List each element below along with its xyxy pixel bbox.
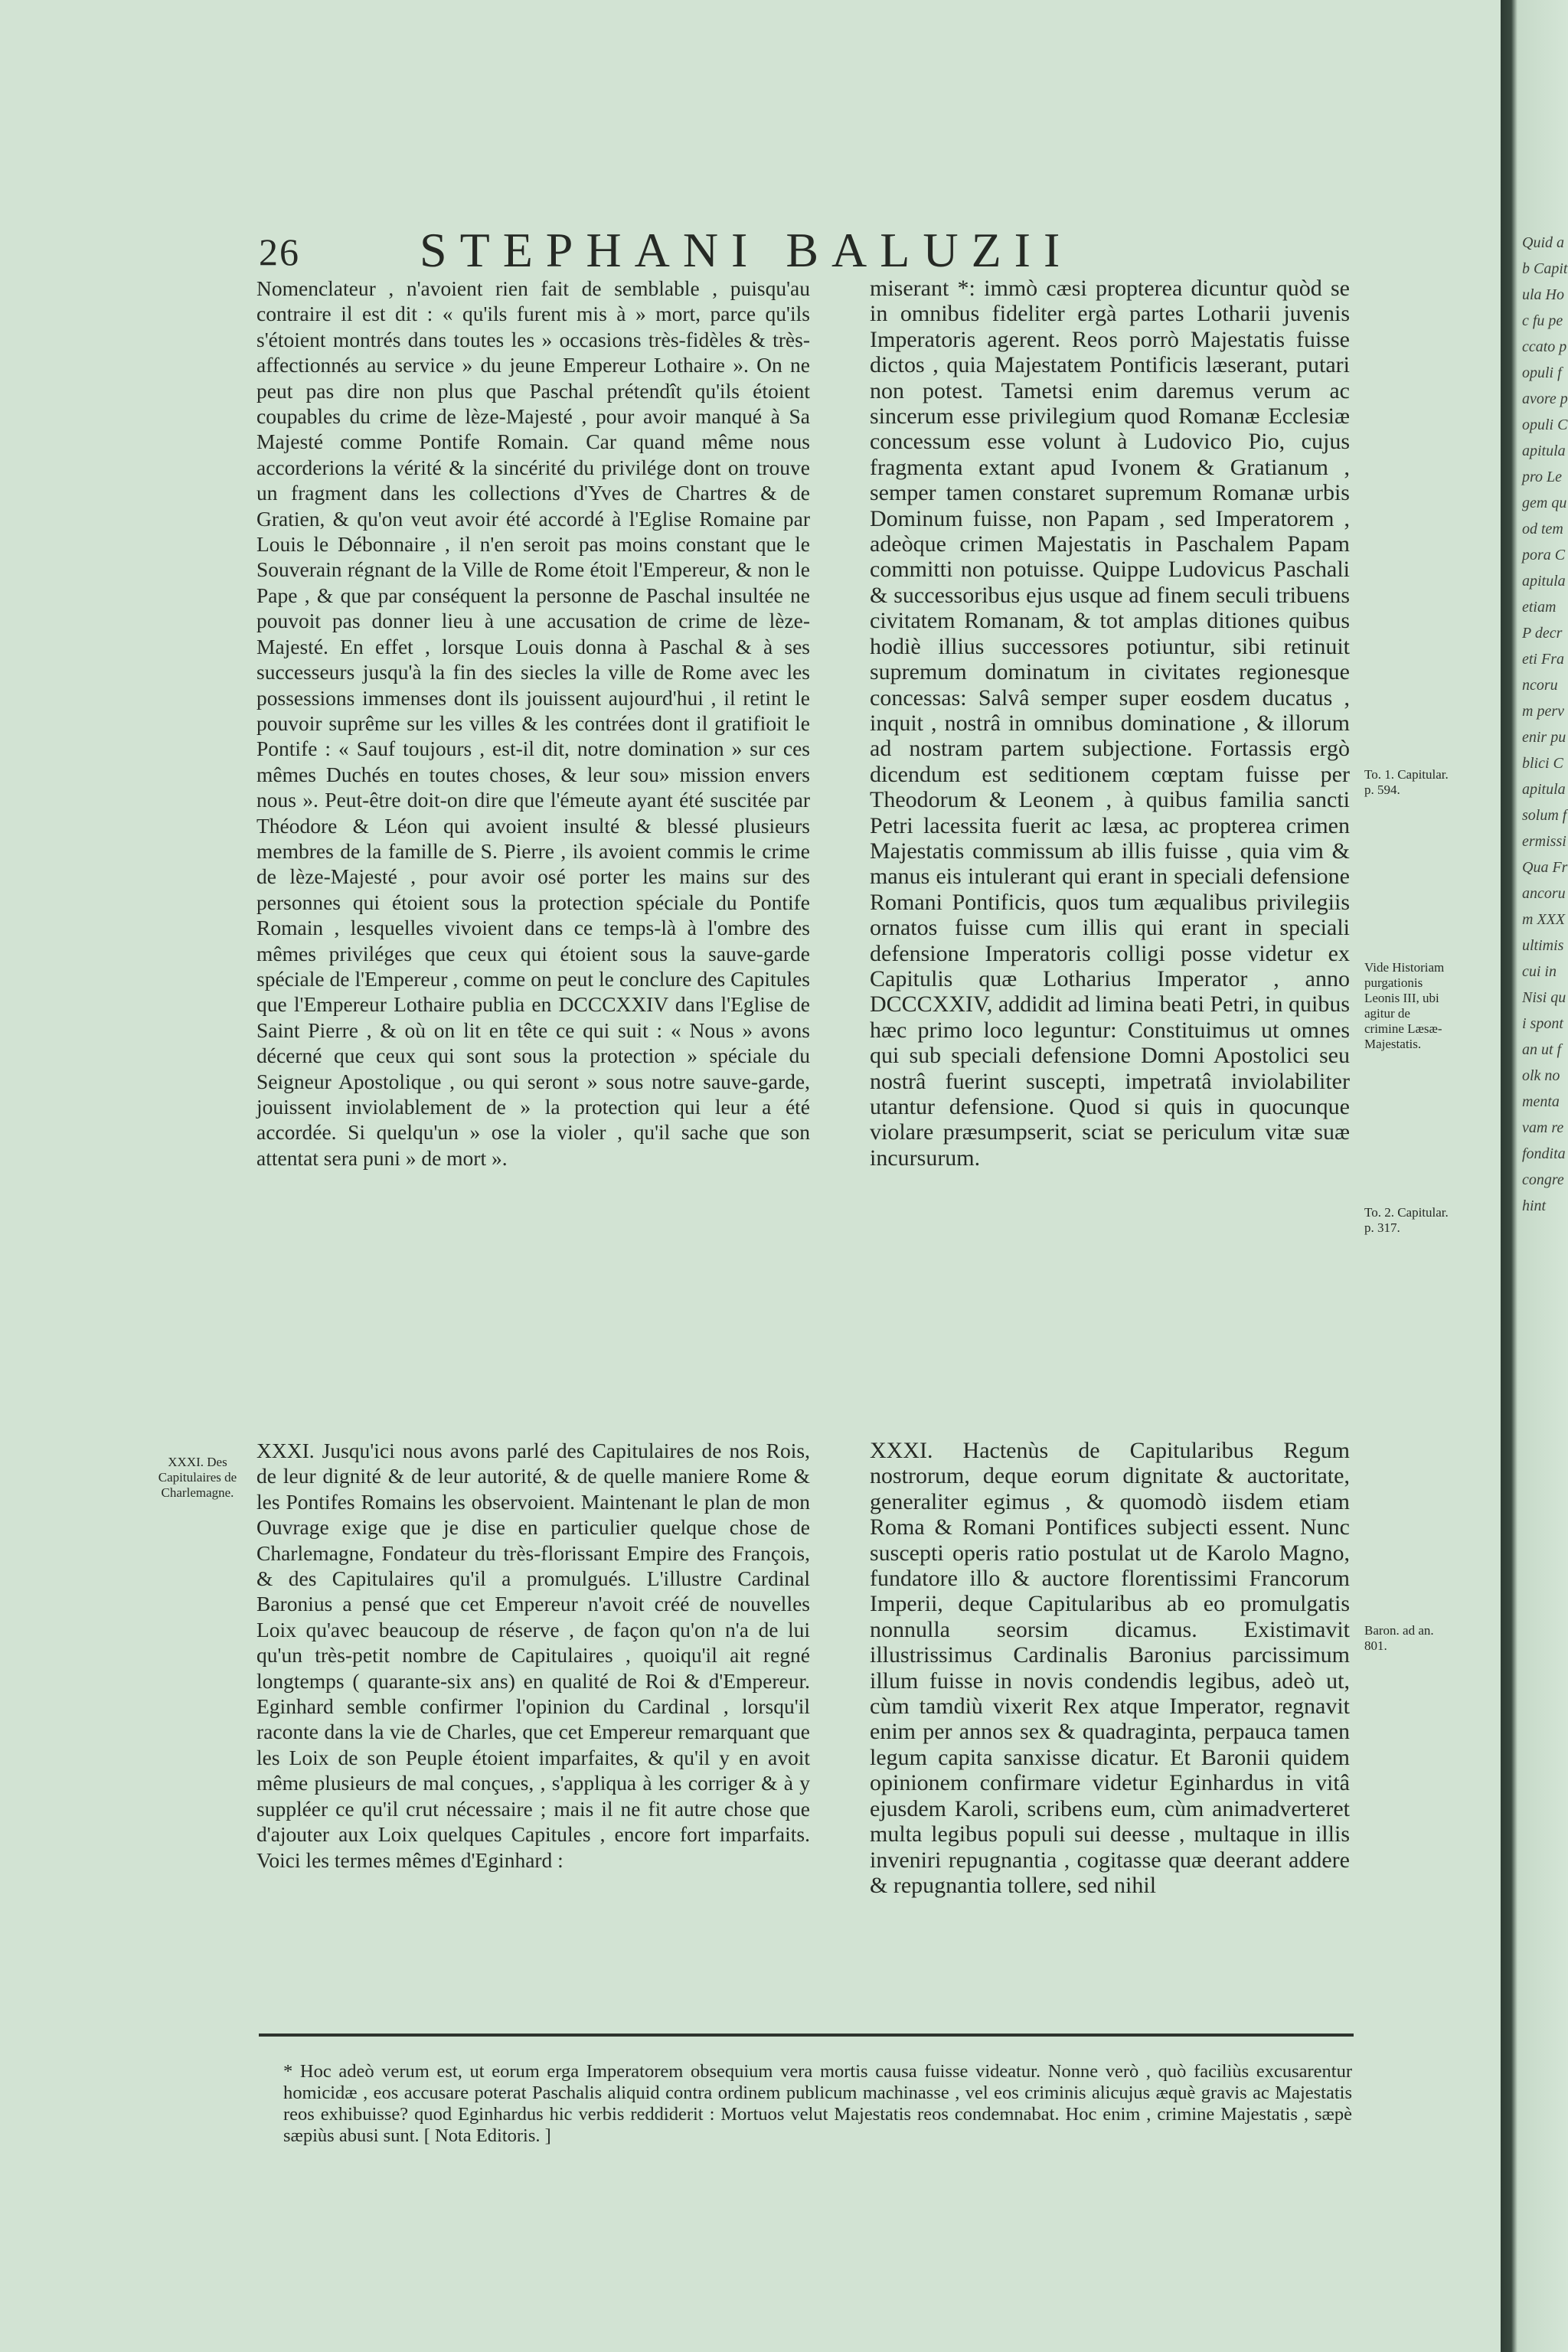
margin-note-right-2: Vide Historiam purgationis Leonis III, ubi agitur de crimine Læsæ-Majestatis. — [1364, 960, 1445, 1051]
margin-note-right-3: To. 2. Capitular. p. 317. — [1364, 1205, 1449, 1235]
running-head: STEPHANI BALUZII — [420, 223, 1073, 277]
latin-paragraph-bottom: XXXI. Hactenùs de Capitularibus Regum nostrorum, deque eorum dignitate & auctoritate, generaliter egimus , & quomodò iisdem etiam Roma & Romani Pontifices subjecti essent. Nunc suscepti operis ratio postulat ut de Karolo Magno, fundatore illo & auctore florentissimi Francorum Imperii, deque Capitularibus ab eo promulgatis nonnulla seorsim dicamus. Existimavit illustrissimus Cardinalis Baronius parcissimum illum fuisse in novis condendis legibus, adeò ut, cùm tamdiù vixerit Rex atque Imperator, regnavit enim per annos sex & quadraginta, perpauca tamen legum capita sanxisse dicatur. Et Baronii quidem opinionem confirmare videtur Eginhardus in vitâ ejusdem Karoli, scribens eum, cùm animadverteret multa legibus populi sui deesse , multaque in illis inveniri repugnantia , cogitasse quæ deerant addere & repugnantia tollere, sed nihil — [870, 1438, 1350, 1898]
footnote: * Hoc adeò verum est, ut eorum erga Imperatorem obsequium vera mortis causa fuisse videatur. Nonne verò , quò faciliùs excusarentur homicidæ , eos accusare poterat Paschalis aliquid contra ordinem publicum machinasse , vel eos criminis alicujus æquè gravis ac Majestatis reos exhibuisse? quod Eginhardus hic verbis reddiderit : Mortuos velut Majestatis reos condemnabat. Hoc enim , crimine Majestatis , sæpè sæpiùs abusi sunt. [ Nota Editoris. ] — [283, 2061, 1352, 2146]
french-paragraph-top: Nomenclateur , n'avoient rien fait de semblable , puisqu'au contraire il est dit : « qu'ils furent mis à » mort, parce qu'ils s'étoient montrés dans toutes les » occasions très-fidèles & très-affectionnés au service » du jeune Empereur Lothaire ». On ne peut pas dire non plus que Paschal prétendît qu'ils étoient coupables du crime de lèze-Majesté , pour avoir manqué à Sa Majesté comme Pontife Romain. Car quand même nous accorderions la vérité & la sincérité du privilége dont on trouve un fragment dans les collections d'Yves de Chartres & de Gratien, & qu'on veut avoir été accordé à l'Eglise Romaine par Louis le Débonnaire , il n'en seroit pas moins constant que le Souverain régnant de la Ville de Rome étoit l'Empereur, & non le Pape , & que par conséquent la personne de Paschal insultée ne pouvoit pas donner lieu à une accusation de crime de lèze-Majesté. En effet , lorsque Louis donna à Paschal & à ses successeurs jusqu'à la fin des siecles la ville de Rome avec les possessions immenses dont ils jouissent aujourd'hui , il retint le pouvoir suprême sur les villes & les contrées dont il gratifioit le Pontife : « Sauf toujours , est-il dit, notre domination » sur ces mêmes Duchés en toutes choses, & leur sou» mission envers nous ». Peut-être doit-on dire que l'émeute ayant été suscitée par Théodore & Léon qui avoient insulté & blessé plusieurs membres de la famille de S. Pierre , ils avoient commis le crime de lèze-Majesté , pour avoir osé porter les mains sur des personnes qui étoient sous la protection spéciale du Pontife Romain , lesquelles vivoient dans ce temps-là à l'ombre des mêmes priviléges que ceux qui étoient sous la sauve-garde spéciale de l'Empereur , comme on peut le conclure des Capitules que l'Empereur Lothaire publia en DCCCXXIV dans l'Eglise de Saint Pierre , & où on lit en tête ce qui suit : « Nous » avons décerné que ceux qui sont sous la protection » spéciale du Seigneur Apostolique , ou qui seront » sous notre sauve-garde, jouissent inviolablement de » la protection qui leur a été accordée. Si quelqu'un » ose la violer , qu'il sache que son attentat sera puni » de mort ». — [256, 276, 810, 1170]
footnote-rule — [259, 2034, 1354, 2037]
margin-note-left: XXXI. Des Capitulaires de Charlemagne. — [158, 1455, 237, 1500]
facing-page-fragment: Quid ab Capitula Hoc fu peccato populi favore populi Capitula pro Legem quod tempora Capitula etiam P decreti Francorum pervenir publici Capitula solum fermissi Qua Francorum XXX ultimis cui in Nisi qui spontan ut folk nomenta vam re fondita congre hint — [1522, 234, 1568, 1214]
margin-note-right-1: To. 1. Capitular. p. 594. — [1364, 767, 1449, 797]
margin-note-right-4: Baron. ad an. 801. — [1364, 1623, 1434, 1653]
latin-paragraph-top: miserant *: immò cæsi propterea dicuntur quòd se in omnibus fideliter ergà partes Lotharii juvenis Imperatoris agerent. Reos porrò Majestatis fuisse dictos , quia Majestatem Pontificis læserant, putari non potest. Tametsi enim daremus verum ac sincerum esse privilegium quod Romanæ Ecclesiæ concessum esse volunt à Ludovico Pio, cujus fragmenta extant apud Ivonem & Gratianum , semper tamen constaret supremum Romanæ urbis Dominum fuisse, non Papam , sed Imperatorem , adeòque crimen Majestatis in Paschalem Papam committi non potuisse. Quippe Ludovicus Paschali & successoribus ejus usque ad finem seculi tribuens civitatem Romanam, & tot amplas ditiones quibus hodiè illius successores potiuntur, sibi retinuit supremum dominatum in civitates regionesque concessas: Salvâ semper super eosdem ducatus , inquit , nostrâ in omnibus dominatione , & illorum ad nostram partem subjectione. Fortassis ergò dicendum est seditionem cœptam fuisse per Theodorum & Leonem , à quibus familia sancti Petri lacessita fuerit ac læsa, ac propterea crimen Majestatis commissum ab illis fuisse , quia vim & manus eis intulerant qui erant in speciali defensione Romani Pontificis, quos tum æqualibus privilegiis ornatos fuisse cum illis qui erant in speciali defensione Imperatoris colligi posse videtur ex Capitulis quæ Lotharius Imperator , anno DCCCXXIV, addidit ad limina beati Petri, in quibus hæc primo loco leguntur: Constituimus ut omnes qui sub speciali defensione Domni Apostolici seu nostrâ fuerint suscepti, impetratâ inviolabiliter utantur defensione. Quod si quis in quocunque violare præsumpserit, sciat se periculum vitæ suæ incursurum. — [870, 276, 1350, 1171]
page-number: 26 — [259, 230, 300, 273]
french-paragraph-bottom: XXXI. Jusqu'ici nous avons parlé des Capitulaires de nos Rois, de leur dignité & de leur autorité, & de quelle maniere Rome & les Pontifes Romains les observoient. Maintenant le plan de mon Ouvrage exige que je dise en particulier quelque chose de Charlemagne, Fondateur du très-florissant Empire des François, & des Capitulaires qu'il a promulgués. L'illustre Cardinal Baronius a pensé que cet Empereur n'avoit créé de nouvelles Loix qu'avec beaucoup de réserve , de façon qu'on n'a de lui qu'un très-petit nombre de Capitulaires , quoiqu'il ait regné longtemps ( quarante-six ans) en qualité de Roi & d'Empereur. Eginhard semble confirmer l'opinion du Cardinal , lorsqu'il raconte dans la vie de Charles, que cet Empereur remarquant que les Loix de son Peuple étoient imparfaites, & qu'il y en avoit même plusieurs de mal conçues, , s'appliqua à les corriger & à y suppléer ce qu'il crut nécessaire ; mais il ne fit autre chose que d'ajouter aux Loix quelques Capitules , encore fort imparfaits. Voici les termes mêmes d'Eginhard : — [256, 1439, 810, 1872]
french-column-bottom — [256, 1438, 810, 1873]
latin-column-top — [870, 276, 1350, 1171]
latin-column-bottom — [870, 1438, 1350, 1898]
french-column-top — [256, 276, 810, 1171]
